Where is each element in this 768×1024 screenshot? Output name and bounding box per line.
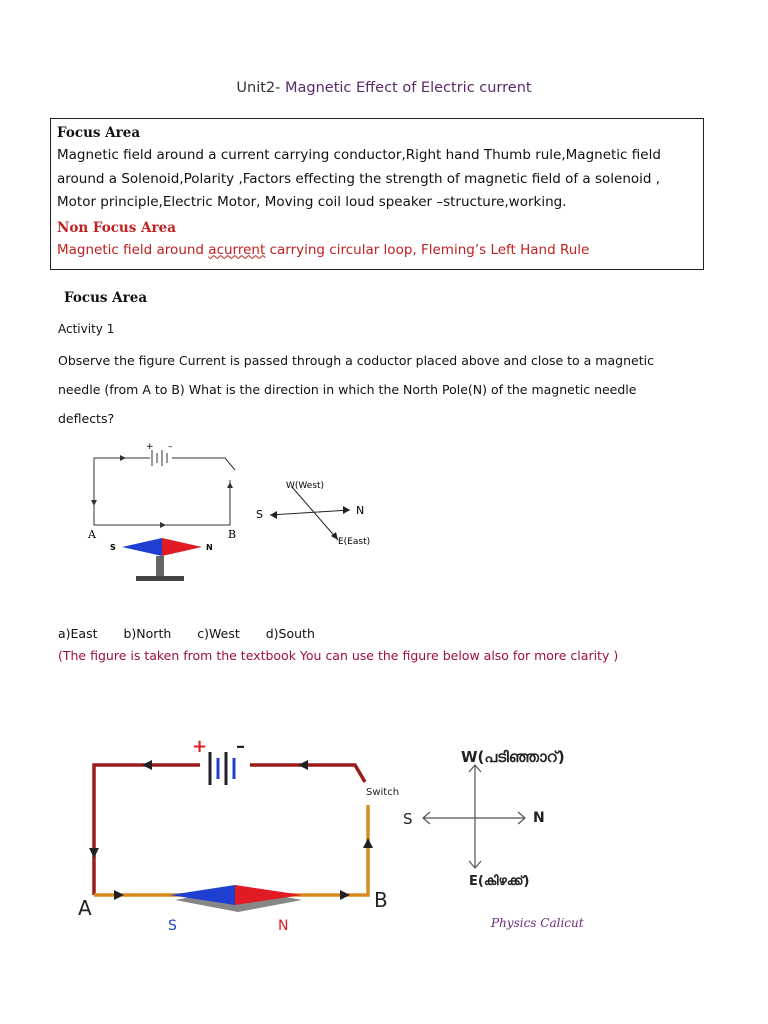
small-needle-s: S xyxy=(110,543,116,552)
focus-area-line-3: Motor principle,Electric Motor, Moving coil loud speaker –structure,working. xyxy=(57,194,567,210)
small-circuit-figure xyxy=(80,440,250,590)
big-minus-label: – xyxy=(236,736,245,757)
big-circuit-figure xyxy=(70,730,400,940)
big-arrow-icon-top-right xyxy=(298,760,308,770)
big-dir-e: E(കിഴക്ക്) xyxy=(469,874,530,889)
activity-label: Activity 1 xyxy=(58,322,115,336)
big-switch-label: Switch xyxy=(366,787,400,798)
small-label-a: A xyxy=(88,528,96,541)
small-needle-n: N xyxy=(206,543,213,552)
focus-area-box xyxy=(50,118,704,270)
small-dir-s: S xyxy=(256,508,263,521)
big-label-a: A xyxy=(78,896,92,920)
option-c: c)West xyxy=(197,626,240,641)
small-direction-figure xyxy=(250,470,400,560)
big-arrow-icon-bottom-left xyxy=(114,890,124,900)
big-direction-figure xyxy=(395,740,615,940)
small-battery-icon xyxy=(152,450,167,466)
small-arrow-icon-right xyxy=(227,482,233,488)
question-line-2: needle (from A to B) What is the direction in which the North Pole(N) of the magnetic needle xyxy=(58,382,637,397)
small-direction-arrows xyxy=(270,487,350,540)
small-minus-label: – xyxy=(168,442,173,452)
big-label-b: B xyxy=(374,888,388,912)
textbook-note: (The figure is taken from the textbook You can use the figure below also for more clarity ) xyxy=(58,648,619,663)
small-arrow-s-icon xyxy=(270,511,277,519)
small-dir-e: E(East) xyxy=(338,537,371,547)
non-focus-text-misspelled: acurrent xyxy=(208,241,266,258)
small-arrow-icon-bottom xyxy=(160,522,166,528)
big-dir-s: S xyxy=(403,810,413,828)
small-dir-w: W(West) xyxy=(286,481,325,491)
big-dir-w: W(പടിഞ്ഞാറ്) xyxy=(461,748,565,766)
small-circuit-wire xyxy=(94,458,235,525)
title-main: Magnetic Effect of Electric current xyxy=(285,80,532,96)
small-needle-icon xyxy=(122,538,202,581)
big-needle-n: N xyxy=(278,918,289,934)
big-dir-n: N xyxy=(533,810,545,826)
big-needle-s: S xyxy=(168,918,177,934)
question-text xyxy=(58,346,708,433)
title-prefix: Unit2- xyxy=(236,80,285,96)
option-b: b)North xyxy=(123,626,172,641)
non-focus-area-heading: Non Focus Area xyxy=(57,219,176,236)
small-label-b: B xyxy=(228,528,237,541)
small-plus-label: + xyxy=(146,442,154,452)
focus-area-line-1: Magnetic field around a current carrying conductor,Right hand Thumb rule,Magnetic field xyxy=(57,147,661,163)
question-line-3: deflects? xyxy=(58,411,115,426)
small-arrow-n-icon xyxy=(343,506,350,514)
section-heading: Focus Area xyxy=(64,290,148,306)
small-arrow-icon-top xyxy=(120,455,126,461)
focus-area-line-2: around a Solenoid,Polarity ,Factors effecting the strength of magnetic field of a solenoid , xyxy=(57,170,661,187)
question-line-1: Observe the figure Current is passed through a coductor placed above and close to a magnetic xyxy=(58,353,654,368)
page-title xyxy=(0,80,768,96)
small-arrow-icon-left xyxy=(91,500,97,506)
big-needle-icon xyxy=(170,885,302,912)
non-focus-text-post: carrying circular loop, Fleming’s Left Hand Rule xyxy=(265,241,590,258)
big-arrow-icon-top-left xyxy=(142,760,152,770)
option-a: a)East xyxy=(58,626,98,641)
option-d: d)South xyxy=(265,626,315,641)
big-direction-arrows xyxy=(423,765,525,868)
small-dir-n: N xyxy=(356,504,365,517)
physics-calicut-credit: Physics Calicut xyxy=(491,916,584,930)
non-focus-area-text xyxy=(57,239,697,261)
big-arrow-icon-right xyxy=(363,838,373,848)
focus-area-heading: Focus Area xyxy=(57,125,141,141)
big-circuit-wire xyxy=(94,765,368,895)
answer-options xyxy=(58,626,337,641)
big-battery-icon xyxy=(210,752,234,785)
big-arrow-icon-left xyxy=(89,848,99,858)
big-arrow-icon-bottom-right xyxy=(340,890,350,900)
big-plus-label: + xyxy=(192,736,208,757)
non-focus-text-pre: Magnetic field around xyxy=(57,241,209,258)
